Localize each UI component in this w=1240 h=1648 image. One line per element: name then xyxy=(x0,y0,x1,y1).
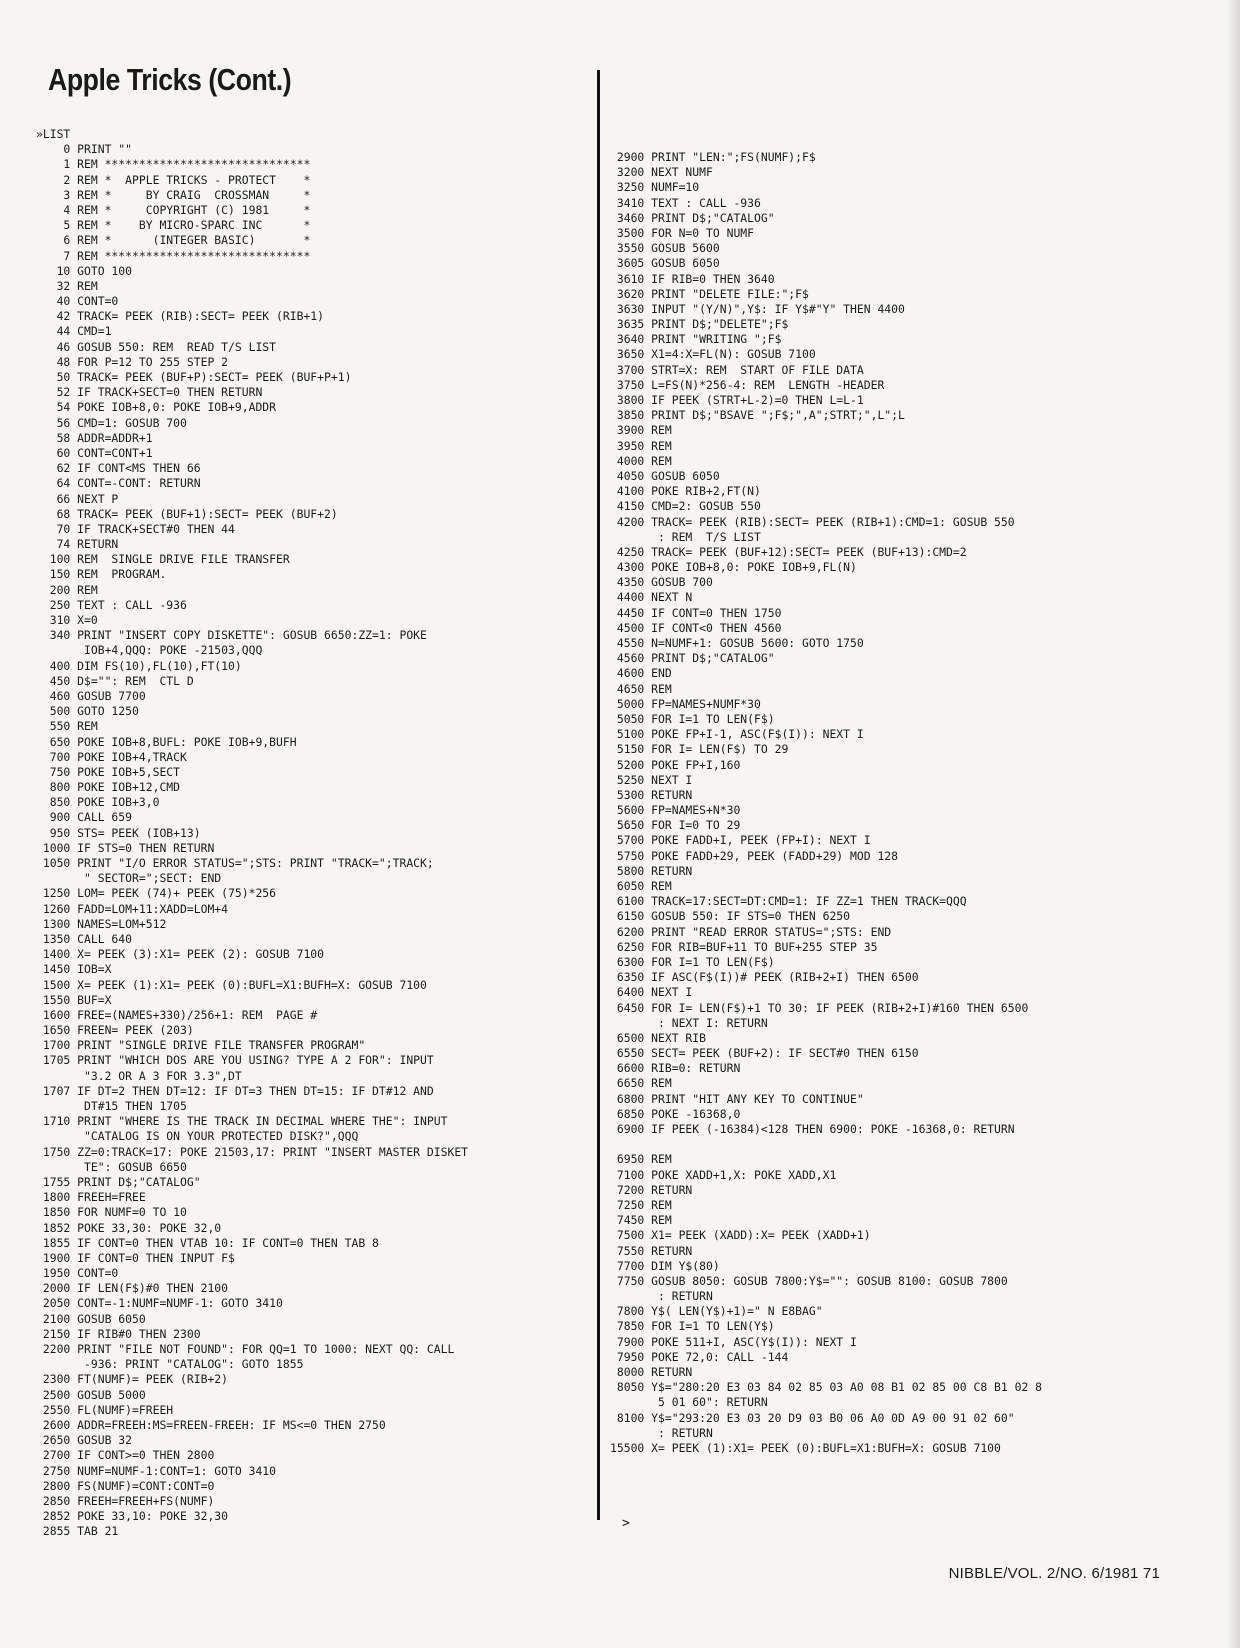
code-line: 4100 POKE RIB+2,FT(N) xyxy=(610,484,761,499)
code-line: 6200 PRINT "READ ERROR STATUS=";STS: END xyxy=(610,924,892,939)
code-line: »LIST xyxy=(36,127,71,141)
code-line: 6250 FOR RIB=BUF+11 TO BUF+255 STEP 35 xyxy=(610,939,878,954)
code-line: 2800 FS(NUMF)=CONT:CONT=0 xyxy=(36,1478,215,1493)
code-line: 0 PRINT "" xyxy=(36,142,133,157)
code-line: 1950 CONT=0 xyxy=(36,1266,119,1281)
code-line: 7100 POKE XADD+1,X: POKE XADD,X1 xyxy=(610,1167,837,1182)
code-line: 5250 NEXT I xyxy=(610,772,693,787)
code-line: 1550 BUF=X xyxy=(36,992,112,1007)
code-line: 32 REM xyxy=(36,278,98,293)
code-line: 46 GOSUB 550: REM READ T/S LIST xyxy=(36,339,277,354)
code-line: 7900 POKE 511+I, ASC(Y$(I)): NEXT I xyxy=(610,1334,857,1349)
code-line: "CATALOG IS ON YOUR PROTECTED DISK?",QQQ xyxy=(36,1129,359,1144)
page-footer: NIBBLE/VOL. 2/NO. 6/1981 71 xyxy=(948,1565,1160,1582)
code-line: 5800 RETURN xyxy=(610,863,693,878)
code-line: 150 REM PROGRAM. xyxy=(36,567,167,582)
code-line: 2700 IF CONT>=0 THEN 2800 xyxy=(36,1448,215,1463)
code-line: : REM T/S LIST xyxy=(610,529,761,544)
code-line: 6 REM * (INTEGER BASIC) * xyxy=(36,233,311,248)
code-line: 6450 FOR I= LEN(F$)+1 TO 30: IF PEEK (RIB+2+I)#160 THEN 6500 xyxy=(610,1000,1029,1015)
code-line: 5200 POKE FP+I,160 xyxy=(610,757,741,772)
code-line: 3550 GOSUB 5600 xyxy=(610,241,720,256)
code-line: 7 REM ****************************** xyxy=(36,248,311,263)
code-line: 3620 PRINT "DELETE FILE:";F$ xyxy=(610,286,809,301)
code-line: 2855 TAB 21 xyxy=(36,1524,119,1539)
code-line: 1 REM ****************************** xyxy=(36,157,311,172)
code-line: 1400 X= PEEK (3):X1= PEEK (2): GOSUB 7100 xyxy=(36,947,325,962)
code-line: 340 PRINT "INSERT COPY DISKETTE": GOSUB 6650:ZZ=1: POKE xyxy=(36,628,427,643)
code-line: 3610 IF RIB=0 THEN 3640 xyxy=(610,271,775,286)
code-line: 3900 REM xyxy=(610,423,672,438)
code-line: 5 01 60": RETURN xyxy=(610,1395,768,1410)
code-line: 5150 FOR I= LEN(F$) TO 29 xyxy=(610,742,789,757)
code-line: 64 CONT=-CONT: RETURN xyxy=(36,476,201,491)
code-line: 44 CMD=1 xyxy=(36,324,112,339)
code-line: : RETURN xyxy=(610,1289,713,1304)
code-line: -936: PRINT "CATALOG": GOTO 1855 xyxy=(36,1357,304,1372)
code-line: 10 GOTO 100 xyxy=(36,263,133,278)
code-line: 750 POKE IOB+5,SECT xyxy=(36,764,181,779)
code-line: 1050 PRINT "I/O ERROR STATUS=";STS: PRINT "TRACK=";TRACK; xyxy=(36,856,434,870)
code-line: 2 REM * APPLE TRICKS - PROTECT * xyxy=(36,172,311,187)
code-line: 4550 N=NUMF+1: GOSUB 5600: GOTO 1750 xyxy=(610,636,864,650)
code-line: 1755 PRINT D$;"CATALOG" xyxy=(36,1174,201,1189)
code-line: 1000 IF STS=0 THEN RETURN xyxy=(36,840,215,855)
code-line: 4560 PRINT D$;"CATALOG" xyxy=(610,651,775,666)
code-line: 4650 REM xyxy=(610,681,672,696)
code-line: 6150 GOSUB 550: IF STS=0 THEN 6250 xyxy=(610,909,851,924)
code-line: 2150 IF RIB#0 THEN 2300 xyxy=(36,1326,201,1341)
code-line: 6550 SECT= PEEK (BUF+2): IF SECT#0 THEN 6150 xyxy=(610,1046,919,1061)
code-line: 2500 GOSUB 5000 xyxy=(36,1387,146,1402)
column-divider xyxy=(597,70,600,1520)
code-line: 7700 DIM Y$(80) xyxy=(610,1258,720,1273)
code-line: 5100 POKE FP+I-1, ASC(F$(I)): NEXT I xyxy=(610,727,864,742)
code-line: IOB+4,QQQ: POKE -21503,QQQ xyxy=(36,643,263,658)
code-line: 6100 TRACK=17:SECT=DT:CMD=1: IF ZZ=1 THEN TRACK=QQQ xyxy=(610,894,967,909)
code-line: 3650 X1=4:X=FL(N): GOSUB 7100 xyxy=(610,347,816,362)
page-edge-shadow xyxy=(1226,0,1240,1648)
code-line: 4300 POKE IOB+8,0: POKE IOB+9,FL(N) xyxy=(610,560,857,575)
code-line: 3635 PRINT D$;"DELETE";F$ xyxy=(610,317,789,332)
code-line: 3 REM * BY CRAIG CROSSMAN * xyxy=(36,187,311,202)
code-line: 70 IF TRACK+SECT#0 THEN 44 xyxy=(36,521,235,536)
code-line: 850 POKE IOB+3,0 xyxy=(36,795,160,810)
code-line: 5300 RETURN xyxy=(610,787,693,802)
code-line: 2750 NUMF=NUMF-1:CONT=1: GOTO 3410 xyxy=(36,1463,277,1478)
code-line: 62 IF CONT<MS THEN 66 xyxy=(36,461,201,476)
code-line: 7550 RETURN xyxy=(610,1243,693,1258)
code-line: 6600 RIB=0: RETURN xyxy=(610,1061,741,1076)
code-line: 1852 POKE 33,30: POKE 32,0 xyxy=(36,1220,222,1235)
code-line: 74 RETURN xyxy=(36,537,119,552)
code-line: 1800 FREEH=FREE xyxy=(36,1190,146,1205)
code-line: 6500 NEXT RIB xyxy=(610,1030,707,1045)
code-line: 2550 FL(NUMF)=FREEH xyxy=(36,1402,174,1417)
code-line: 1450 IOB=X xyxy=(36,962,112,977)
code-line: 4200 TRACK= PEEK (RIB):SECT= PEEK (RIB+1):CMD=1: GOSUB 550 xyxy=(610,514,1015,529)
code-line: 3500 FOR N=0 TO NUMF xyxy=(610,225,755,240)
code-line: 5600 FP=NAMES+N*30 xyxy=(610,803,741,818)
code-line: 500 GOTO 1250 xyxy=(36,704,139,719)
code-line: 1260 FADD=LOM+11:XADD=LOM+4 xyxy=(36,901,229,916)
code-line: 3410 TEXT : CALL -936 xyxy=(610,195,761,210)
code-line: 4000 REM xyxy=(610,453,672,468)
code-line: 3630 INPUT "(Y/N)",Y$: IF Y$#"Y" THEN 4400 xyxy=(610,301,905,316)
code-line: 7950 POKE 72,0: CALL -144 xyxy=(610,1349,789,1364)
code-line: 4400 NEXT N xyxy=(610,590,693,605)
code-line: 56 CMD=1: GOSUB 700 xyxy=(36,415,187,430)
code-line: 68 TRACK= PEEK (BUF+1):SECT= PEEK (BUF+2) xyxy=(36,506,338,521)
code-line: 7250 REM xyxy=(610,1197,672,1212)
code-line: 42 TRACK= PEEK (RIB):SECT= PEEK (RIB+1) xyxy=(36,309,325,324)
code-line: 2850 FREEH=FREEH+FS(NUMF) xyxy=(36,1493,215,1508)
code-line: 1350 CALL 640 xyxy=(36,931,133,946)
code-line: 950 STS= PEEK (IOB+13) xyxy=(36,825,201,840)
code-line: 5000 FP=NAMES+NUMF*30 xyxy=(610,696,761,711)
code-line: 7450 REM xyxy=(610,1213,672,1228)
code-line: 400 DIM FS(10),FL(10),FT(10) xyxy=(36,658,242,673)
code-line: 5650 FOR I=0 TO 29 xyxy=(610,818,741,833)
code-line: 6950 REM xyxy=(610,1152,672,1167)
code-line: 3750 L=FS(N)*256-4: REM LENGTH -HEADER xyxy=(610,377,885,392)
code-line: 5700 POKE FADD+I, PEEK (FP+I): NEXT I xyxy=(610,833,871,848)
code-line: 2000 IF LEN(F$)#0 THEN 2100 xyxy=(36,1281,229,1296)
code-line: 100 REM SINGLE DRIVE FILE TRANSFER xyxy=(36,552,290,567)
code-line: 3850 PRINT D$;"BSAVE ";F$;",A";STRT;",L";L xyxy=(610,408,905,423)
code-line: 4600 END xyxy=(610,666,672,681)
code-line: 6850 POKE -16368,0 xyxy=(610,1106,741,1121)
code-line: 460 GOSUB 7700 xyxy=(36,688,146,703)
code-line: 1855 IF CONT=0 THEN VTAB 10: IF CONT=0 THEN TAB 8 xyxy=(36,1235,379,1250)
code-line: 54 POKE IOB+8,0: POKE IOB+9,ADDR xyxy=(36,400,277,415)
code-line: "3.2 OR A 3 FOR 3.3",DT xyxy=(36,1068,242,1083)
code-line: 1650 FREEN= PEEK (203) xyxy=(36,1023,194,1038)
code-line: 6350 IF ASC(F$(I))# PEEK (RIB+2+I) THEN 6500 xyxy=(610,970,919,985)
code-line: 7800 Y$( LEN(Y$)+1)=" N E8BAG" xyxy=(610,1304,823,1319)
code-line: 550 REM xyxy=(36,719,98,734)
code-line: 7750 GOSUB 8050: GOSUB 7800:Y$="": GOSUB 8100: GOSUB 7800 xyxy=(610,1273,1008,1288)
page-title: Apple Tricks (Cont.) xyxy=(48,62,292,97)
code-line: 1750 ZZ=0:TRACK=17: POKE 21503,17: PRINT "INSERT MASTER DISKET xyxy=(36,1144,469,1159)
code-line: 7850 FOR I=1 TO LEN(Y$) xyxy=(610,1319,775,1334)
code-line: 2852 POKE 33,10: POKE 32,30 xyxy=(36,1509,229,1524)
code-line: 250 TEXT : CALL -936 xyxy=(36,597,187,612)
code-line: 58 ADDR=ADDR+1 xyxy=(36,430,153,445)
code-line: 700 POKE IOB+4,TRACK xyxy=(36,749,187,764)
code-line: TE": GOSUB 6650 xyxy=(36,1159,187,1174)
code-line: 3460 PRINT D$;"CATALOG" xyxy=(610,210,775,225)
code-line: 7200 RETURN xyxy=(610,1182,693,1197)
code-line: 8000 RETURN xyxy=(610,1365,693,1379)
code-line: 1707 IF DT=2 THEN DT=12: IF DT=3 THEN DT=15: IF DT#12 AND xyxy=(36,1083,434,1098)
code-line: 1700 PRINT "SINGLE DRIVE FILE TRANSFER PROGRAM" xyxy=(36,1038,366,1053)
code-line: : NEXT I: RETURN xyxy=(610,1015,768,1030)
code-line: 60 CONT=CONT+1 xyxy=(36,445,153,460)
code-line: 310 X=0 xyxy=(36,613,98,627)
code-line: 4 REM * COPYRIGHT (C) 1981 * xyxy=(36,202,311,217)
code-line: 1600 FREE=(NAMES+330)/256+1: REM PAGE # xyxy=(36,1007,318,1022)
code-line: 5750 POKE FADD+29, PEEK (FADD+29) MOD 128 xyxy=(610,848,899,863)
code-line: 1710 PRINT "WHERE IS THE TRACK IN DECIMAL WHERE THE": INPUT xyxy=(36,1114,448,1129)
code-line: 2900 PRINT "LEN:";FS(NUMF);F$ xyxy=(610,150,816,164)
code-line: 1500 X= PEEK (1):X1= PEEK (0):BUFL=X1:BUFH=X: GOSUB 7100 xyxy=(36,977,427,992)
code-line: 6800 PRINT "HIT ANY KEY TO CONTINUE" xyxy=(610,1091,864,1106)
code-line: 2100 GOSUB 6050 xyxy=(36,1311,146,1326)
code-line: 8050 Y$="280:20 E3 03 84 02 85 03 A0 08 B1 02 85 00 C8 B1 02 8 xyxy=(610,1380,1043,1395)
code-line: 3950 REM xyxy=(610,438,672,453)
code-line: 4250 TRACK= PEEK (BUF+12):SECT= PEEK (BUF+13):CMD=2 xyxy=(610,544,967,559)
code-line: 800 POKE IOB+12,CMD xyxy=(36,780,181,795)
code-line: 52 IF TRACK+SECT=0 THEN RETURN xyxy=(36,385,263,400)
code-line: 2650 GOSUB 32 xyxy=(36,1433,133,1448)
code-line: 3640 PRINT "WRITING ";F$ xyxy=(610,332,782,347)
code-line xyxy=(610,1137,1042,1152)
code-line: 450 D$="": REM CTL D xyxy=(36,673,194,688)
code-line: 2050 CONT=-1:NUMF=NUMF-1: GOTO 3410 xyxy=(36,1296,283,1311)
code-line: 3200 NEXT NUMF xyxy=(610,165,713,180)
code-line: 200 REM xyxy=(36,582,98,597)
code-line: 5050 FOR I=1 TO LEN(F$) xyxy=(610,711,775,726)
basic-prompt: > xyxy=(622,1516,630,1531)
code-line: 4450 IF CONT=0 THEN 1750 xyxy=(610,605,782,620)
code-line: 3800 IF PEEK (STRT+L-2)=0 THEN L=L-1 xyxy=(610,393,864,407)
code-line: 3605 GOSUB 6050 xyxy=(610,256,720,271)
code-line: 1250 LOM= PEEK (74)+ PEEK (75)*256 xyxy=(36,886,277,901)
code-line: 3250 NUMF=10 xyxy=(610,180,700,195)
code-line: " SECTOR=";SECT: END xyxy=(36,871,222,886)
code-line: 6050 REM xyxy=(610,879,672,893)
code-line: 4350 GOSUB 700 xyxy=(610,575,713,590)
code-line: 1850 FOR NUMF=0 TO 10 xyxy=(36,1205,187,1220)
code-line: 1300 NAMES=LOM+512 xyxy=(36,916,167,931)
code-line: 4050 GOSUB 6050 xyxy=(610,468,720,483)
code-line: 8100 Y$="293:20 E3 03 20 D9 03 B0 06 A0 0D A9 00 91 02 60" xyxy=(610,1410,1015,1425)
code-line: 6400 NEXT I xyxy=(610,985,693,1000)
code-line: 650 POKE IOB+8,BUFL: POKE IOB+9,BUFH xyxy=(36,734,297,749)
code-line: 15500 X= PEEK (1):X1= PEEK (0):BUFL=X1:BUFH=X: GOSUB 7100 xyxy=(610,1440,1001,1455)
code-line: 6900 IF PEEK (-16384)<128 THEN 6900: POKE -16368,0: RETURN xyxy=(610,1122,1015,1136)
code-line: 2600 ADDR=FREEH:MS=FREEN-FREEH: IF MS<=0 THEN 2750 xyxy=(36,1417,386,1432)
program-listing-right xyxy=(610,150,1042,1456)
code-line: 50 TRACK= PEEK (BUF+P):SECT= PEEK (BUF+P+1) xyxy=(36,370,352,384)
code-line: 66 NEXT P xyxy=(36,491,119,506)
code-line: 6650 REM xyxy=(610,1076,672,1091)
code-line: 40 CONT=0 xyxy=(36,294,119,309)
code-line: 900 CALL 659 xyxy=(36,810,133,825)
code-line: DT#15 THEN 1705 xyxy=(36,1099,187,1113)
code-line: : RETURN xyxy=(610,1425,713,1440)
code-line: 4150 CMD=2: GOSUB 550 xyxy=(610,499,761,514)
code-line: 1705 PRINT "WHICH DOS ARE YOU USING? TYPE A 2 FOR": INPUT xyxy=(36,1053,434,1068)
code-line: 1900 IF CONT=0 THEN INPUT F$ xyxy=(36,1250,235,1265)
program-listing-left xyxy=(36,127,468,1539)
code-line: 3700 STRT=X: REM START OF FILE DATA xyxy=(610,362,864,377)
code-line: 2300 FT(NUMF)= PEEK (RIB+2) xyxy=(36,1372,229,1387)
code-line: 5 REM * BY MICRO-SPARC INC * xyxy=(36,218,311,233)
code-line: 48 FOR P=12 TO 255 STEP 2 xyxy=(36,354,229,369)
code-line: 7500 X1= PEEK (XADD):X= PEEK (XADD+1) xyxy=(610,1228,871,1243)
code-line: 6300 FOR I=1 TO LEN(F$) xyxy=(610,954,775,969)
code-line: 2200 PRINT "FILE NOT FOUND": FOR QQ=1 TO 1000: NEXT QQ: CALL xyxy=(36,1342,455,1356)
code-line: 4500 IF CONT<0 THEN 4560 xyxy=(610,620,782,635)
